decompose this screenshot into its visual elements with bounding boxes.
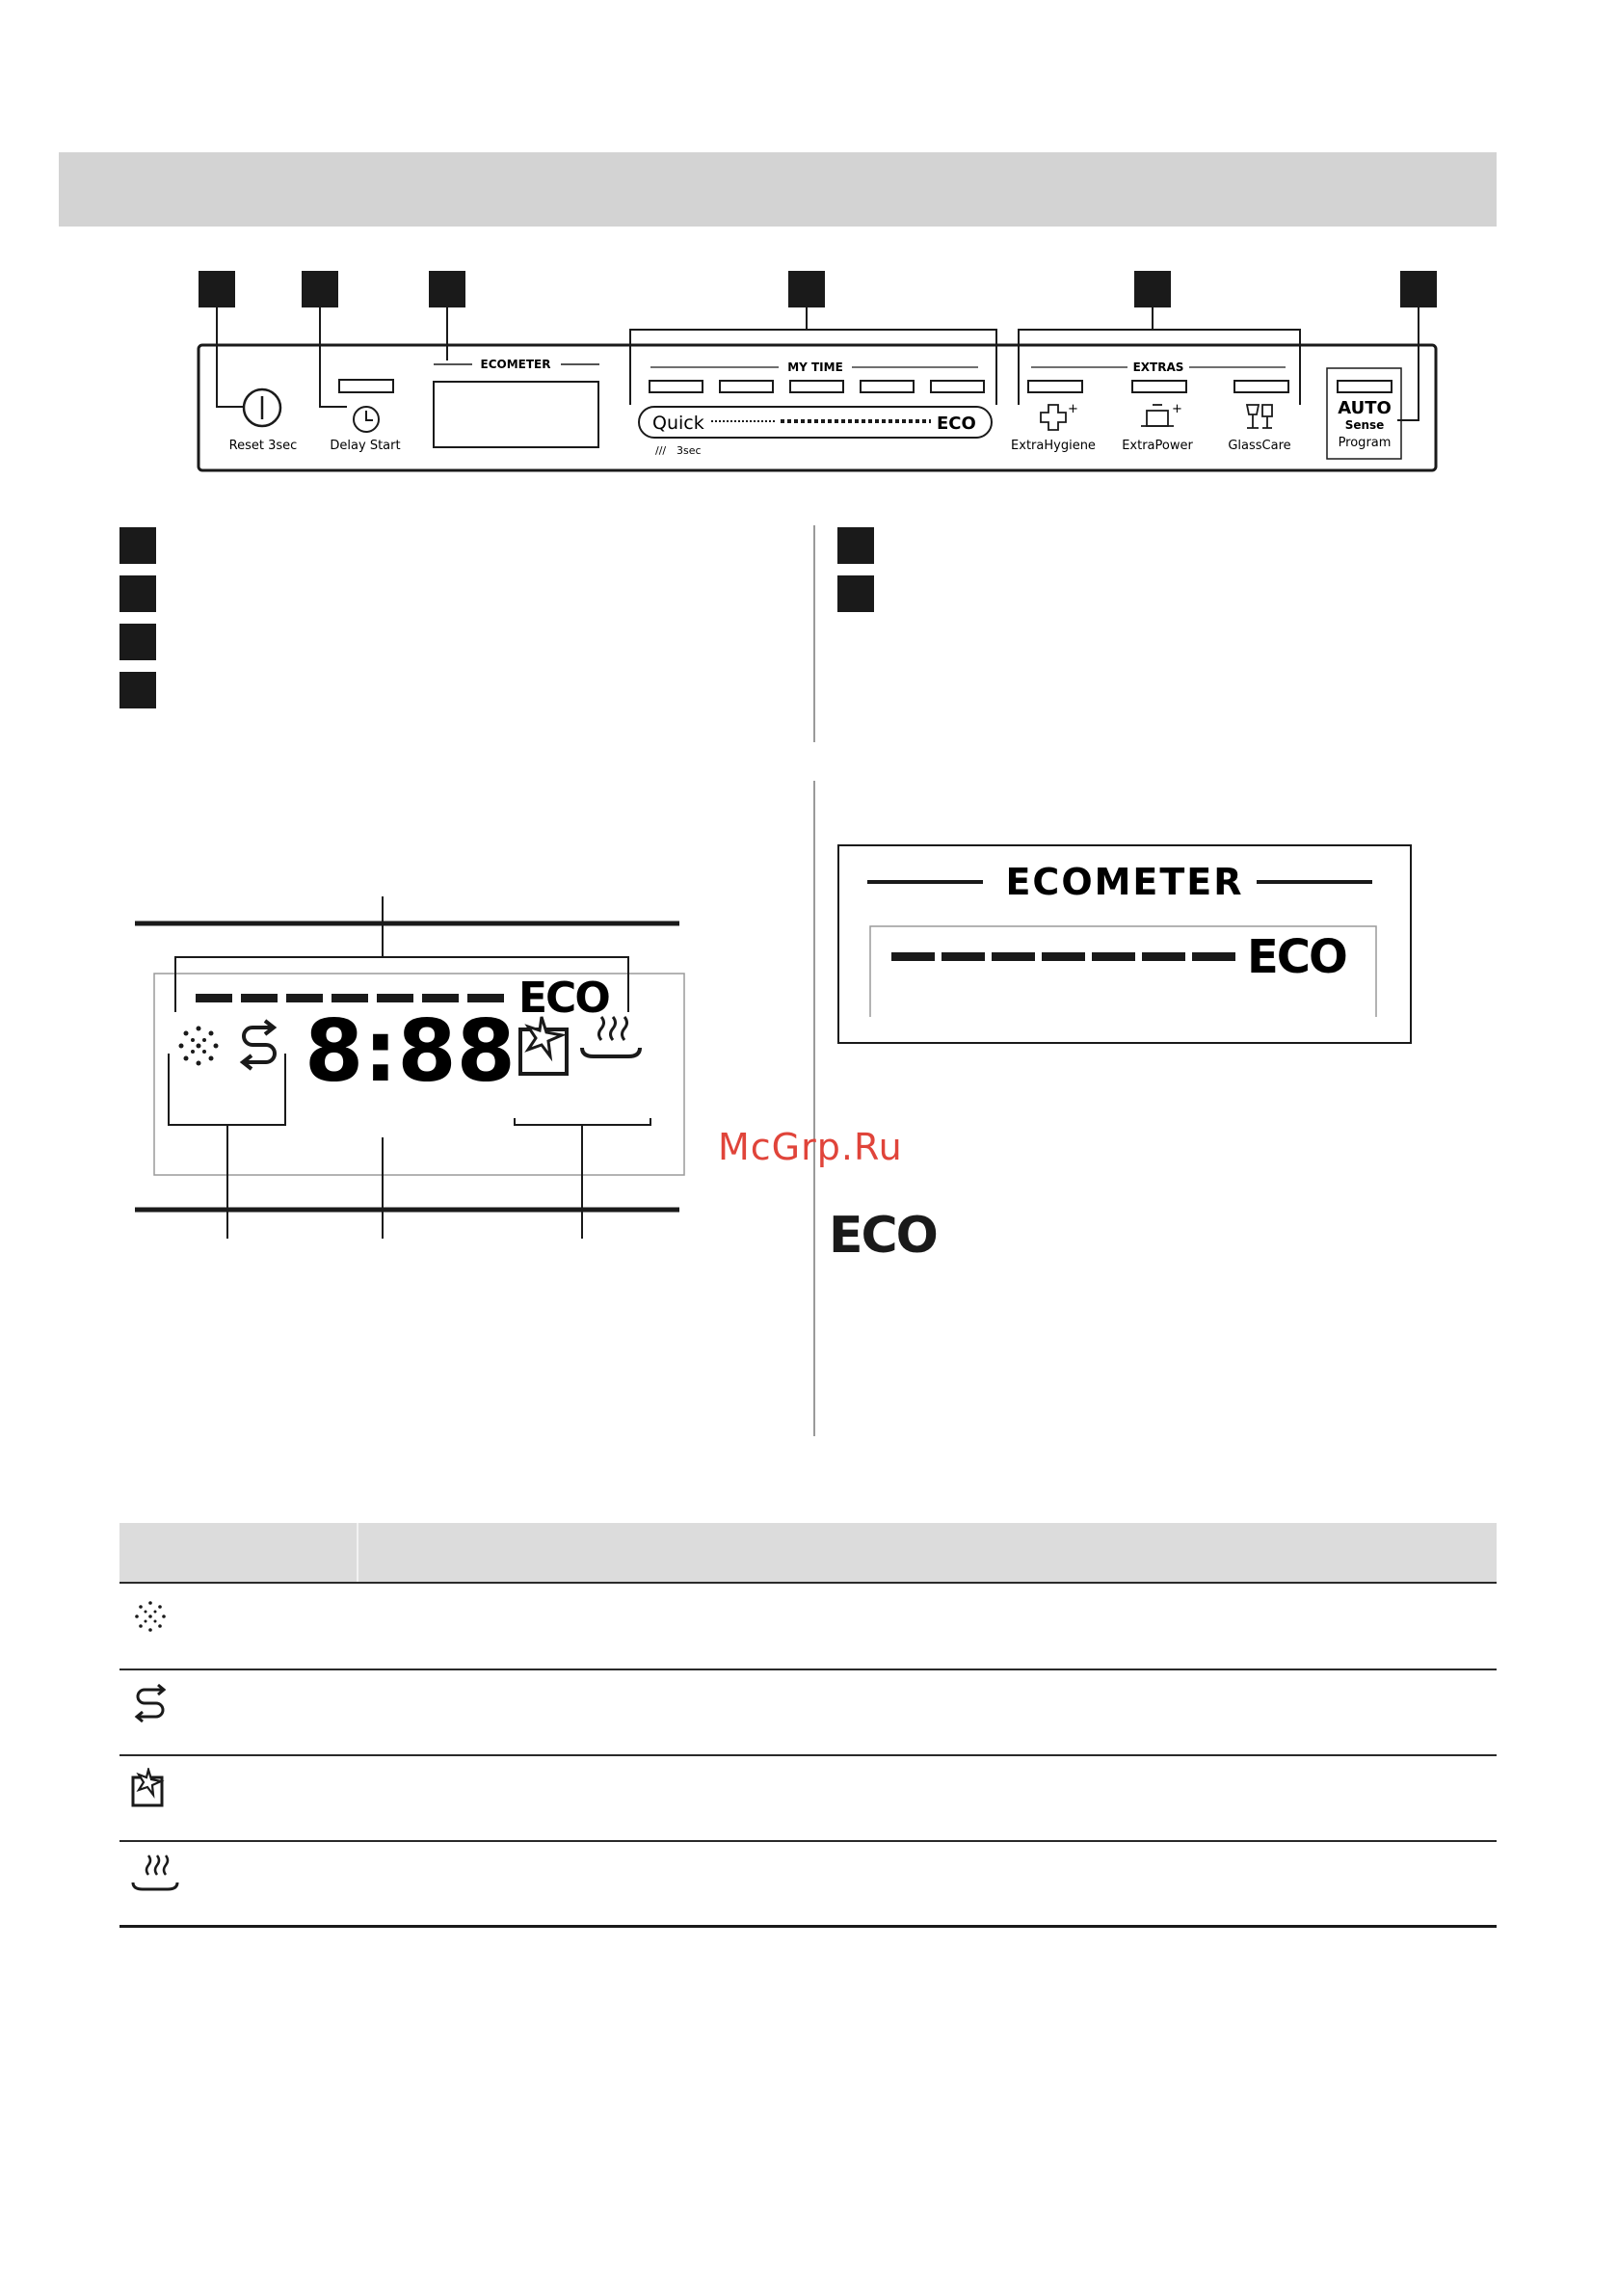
salt-icon <box>127 1682 175 1724</box>
program-label: Program <box>1338 436 1392 450</box>
column-divider-2 <box>813 781 815 1436</box>
watermark-text: McGrp.Ru <box>718 1126 903 1168</box>
table-rule <box>119 1754 1497 1756</box>
extrahygiene-label: ExtraHygiene <box>1011 439 1096 453</box>
table-rule <box>119 1582 1497 1584</box>
glasscare-icon <box>1247 405 1259 428</box>
threesec-label: 3sec <box>676 444 702 457</box>
table-header-row <box>119 1523 1497 1583</box>
delay-indicator <box>339 380 393 392</box>
reset-label: Reset 3sec <box>228 439 298 453</box>
mytime-title: MY TIME <box>787 360 843 374</box>
extrahygiene-icon <box>1041 405 1066 430</box>
quick-label: Quick <box>652 413 704 434</box>
table-rule <box>119 1840 1497 1842</box>
legend-marker-1 <box>119 527 156 564</box>
ecometer-box-bar <box>891 952 1235 961</box>
section-header-band <box>59 152 1497 227</box>
callout-3-marker <box>429 271 465 307</box>
callout-6-marker <box>1400 271 1437 307</box>
display-diagram <box>125 892 694 1239</box>
sense-label: Sense <box>1344 418 1385 432</box>
legend-marker-6 <box>837 575 874 612</box>
callout-4-marker <box>788 271 825 307</box>
delay-label: Delay Start <box>330 439 401 453</box>
glasscare-label: GlassCare <box>1228 439 1291 453</box>
table-header-divider <box>357 1523 358 1583</box>
eco-standalone-label: ECO <box>829 1207 937 1265</box>
table-rule <box>119 1669 1497 1670</box>
auto-label: AUTO <box>1338 398 1392 418</box>
rinse-aid-icon <box>127 1596 175 1639</box>
legend-marker-2 <box>119 575 156 612</box>
extrapower-label: ExtraPower <box>1122 439 1193 453</box>
ecometer-window <box>434 382 598 447</box>
spray-icon: /// <box>655 444 667 457</box>
extras-title: EXTRAS <box>1132 360 1184 374</box>
mytime-eco-label: ECO <box>937 414 976 434</box>
control-panel-diagram <box>0 260 1618 482</box>
display-eco-label: ECO <box>518 974 609 1023</box>
table-rule-bottom <box>119 1925 1497 1928</box>
ecometer-title: ECOMETER <box>480 358 551 371</box>
rinse-aid-display-icon <box>179 1027 219 1066</box>
legend-marker-3 <box>119 624 156 660</box>
legend-marker-5 <box>837 527 874 564</box>
drying-display-icon <box>582 1017 640 1056</box>
drying-icon <box>127 1852 185 1900</box>
display-digits: 8:88 <box>305 1001 516 1101</box>
extrapower-icon <box>1147 411 1168 426</box>
callout-2-marker <box>302 271 338 307</box>
legend-marker-4 <box>119 672 156 708</box>
ecometer-box-title: ECOMETER <box>1005 861 1244 903</box>
callout-5-marker <box>1134 271 1171 307</box>
ecometer-box-eco: ECO <box>1247 930 1346 984</box>
column-divider <box>813 525 815 742</box>
ecometer-box-diagram <box>836 843 1415 1046</box>
svg-text:+: + <box>1068 402 1078 416</box>
svg-text:+: + <box>1172 402 1182 416</box>
callout-1-marker <box>199 271 235 307</box>
machine-care-icon <box>127 1768 175 1810</box>
